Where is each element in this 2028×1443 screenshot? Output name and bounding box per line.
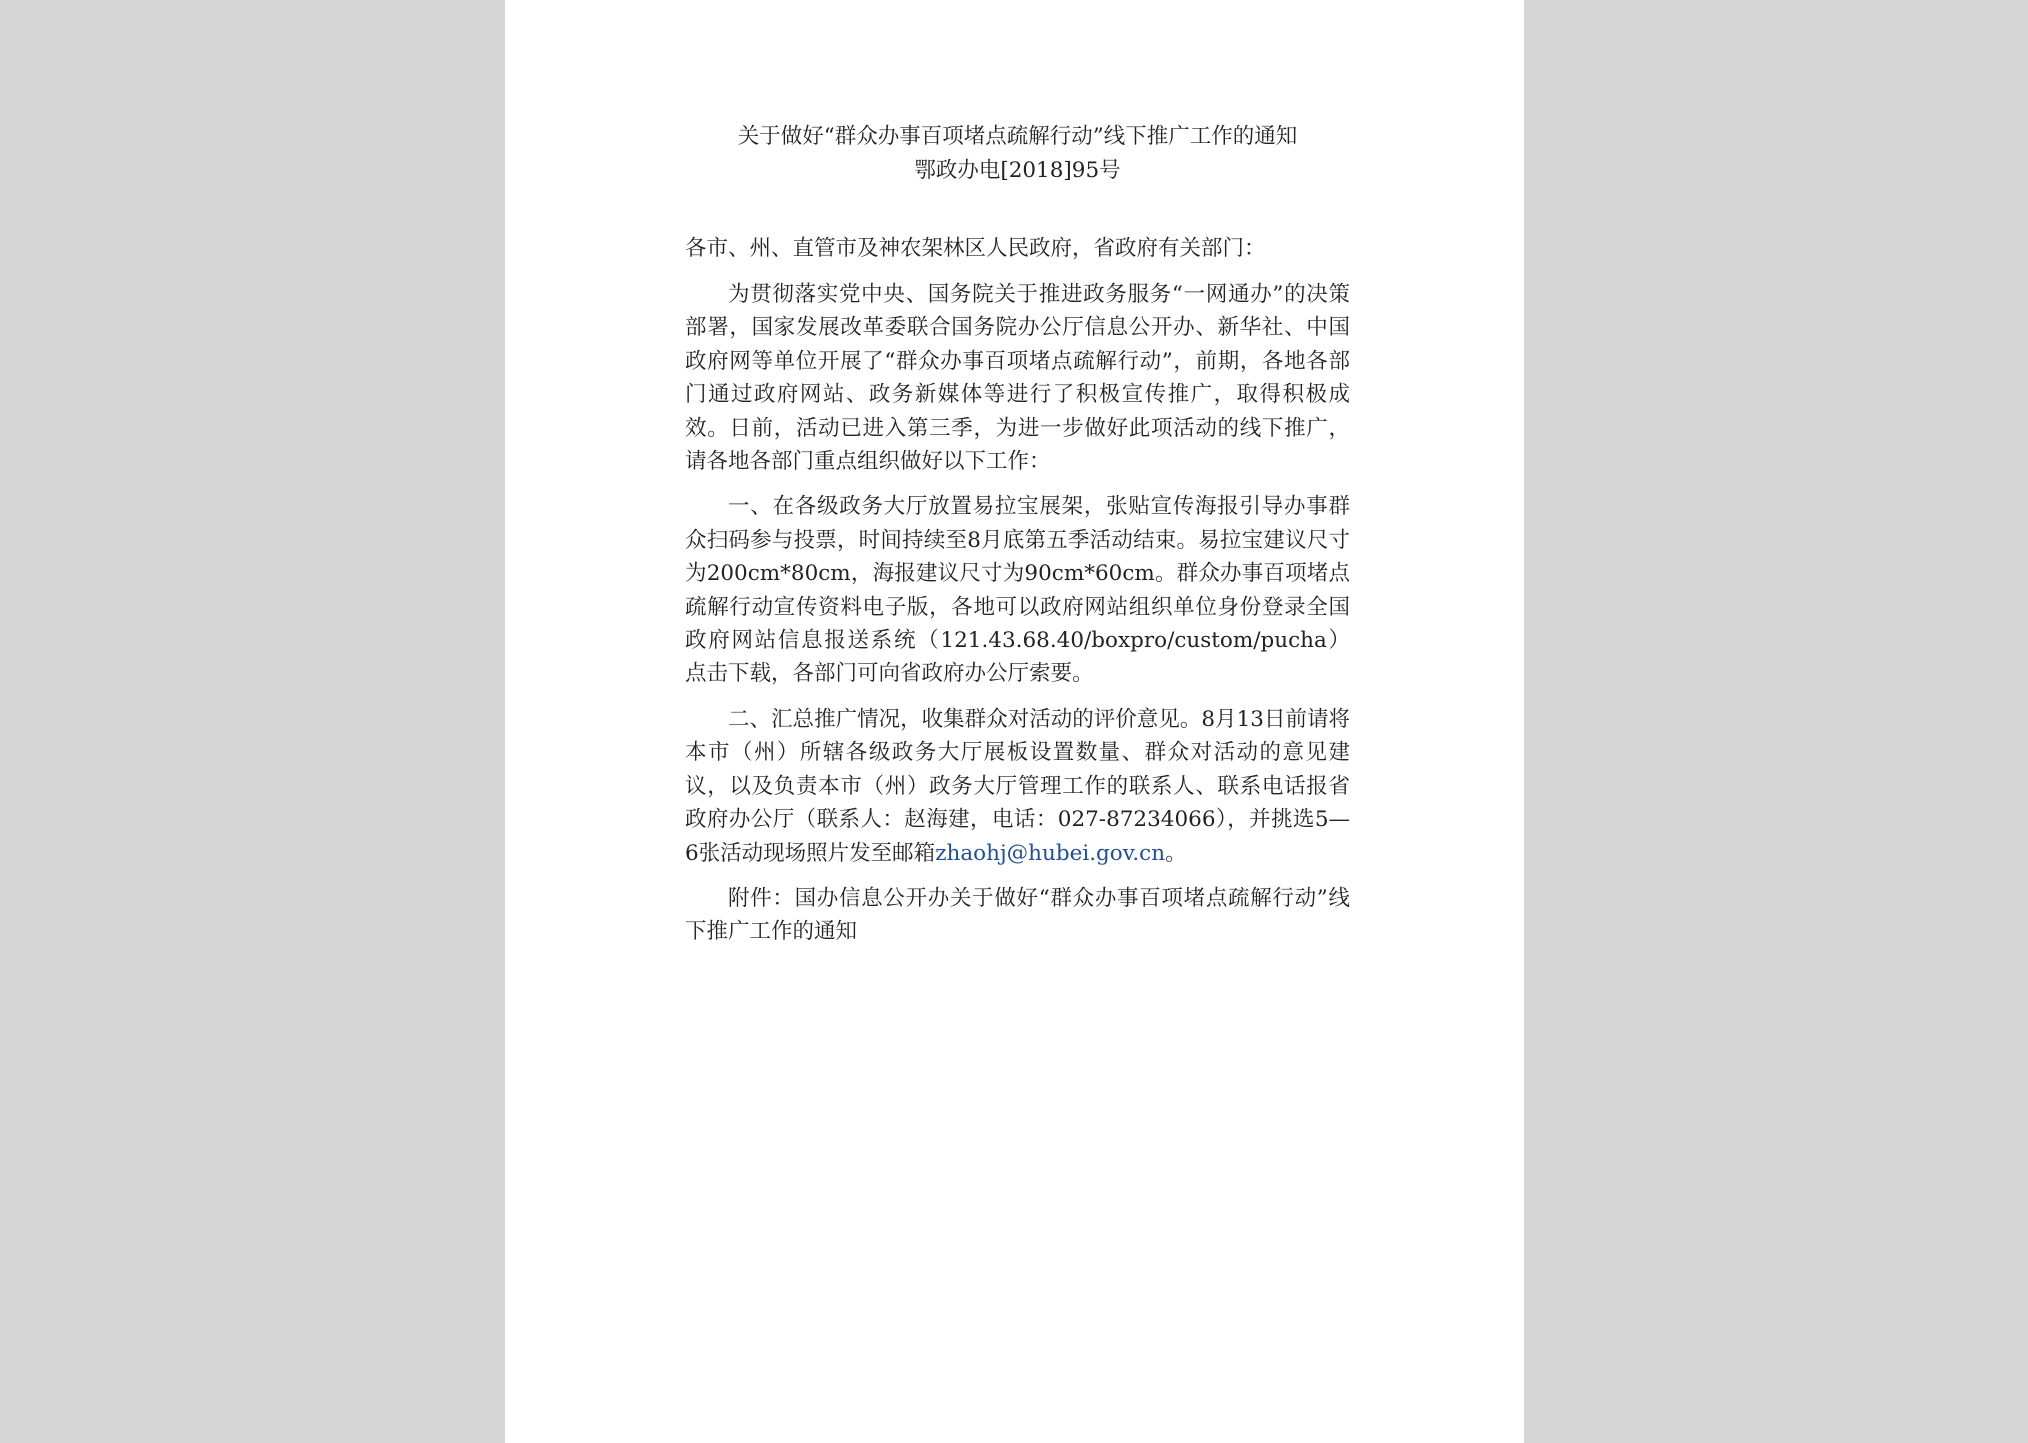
document-title: 关于做好“群众办事百项堵点疏解行动”线下推广工作的通知 xyxy=(737,124,1298,149)
document-number: 鄂政办电[2018]95号 xyxy=(914,158,1121,183)
paragraph-item-one: 一、在各级政务大厅放置易拉宝展架，张贴宣传海报引导办事群众扫码参与投票，时间持续至8月底第五季活动结束。易拉宝建议尺寸为200cm*80cm，海报建议尺寸为90cm*60cm。群众办事百项堵点疏解行动宣传资料电子版，各地可以政府网站组织单位身份登录全国政府网站信息报送系统（121.43.68.40/boxpro/custom/pucha）点击下载，各部门可向省政府办公厅索要。 xyxy=(685,494,1350,687)
paragraph-item-two xyxy=(685,703,1350,870)
paragraph-intro: 为贯彻落实党中央、国务院关于推进政务服务“一网通办”的决策部署，国家发展改革委联合国务院办公厅信息公开办、新华社、中国政府网等单位开展了“群众办事百项堵点疏解行动”，前期，各地各部门通过政府网站、政务新媒体等进行了积极宣传推广，取得积极成效。日前，活动已进入第三季，为进一步做好此项活动的线下推广，请各地各部门重点组织做好以下工作： xyxy=(685,282,1350,475)
email-link[interactable]: zhaohj@hubei.gov.cn xyxy=(935,840,1166,866)
document-page xyxy=(505,0,1524,1443)
paragraph-item-two-text: 二、汇总推广情况，收集群众对活动的评价意见。8月13日前请将本市（州）所辖各级政务大厅展板设置数量、群众对活动的意见建议，以及负责本市（州）政务大厅管理工作的联系人、联系电话报省政府办公厅（联系人：赵海建，电话：027-87234066），并挑选5—6张活动现场照片发至邮箱 xyxy=(685,706,1350,866)
document-content xyxy=(685,120,1350,961)
title-block xyxy=(685,120,1350,188)
attachment-note: 附件：国办信息公开办关于做好“群众办事百项堵点疏解行动”线下推广工作的通知 xyxy=(685,885,1350,945)
paragraph-item-two-end: 。 xyxy=(1165,840,1187,866)
salutation: 各市、州、直管市及神农架林区人民政府，省政府有关部门： xyxy=(685,236,1266,261)
